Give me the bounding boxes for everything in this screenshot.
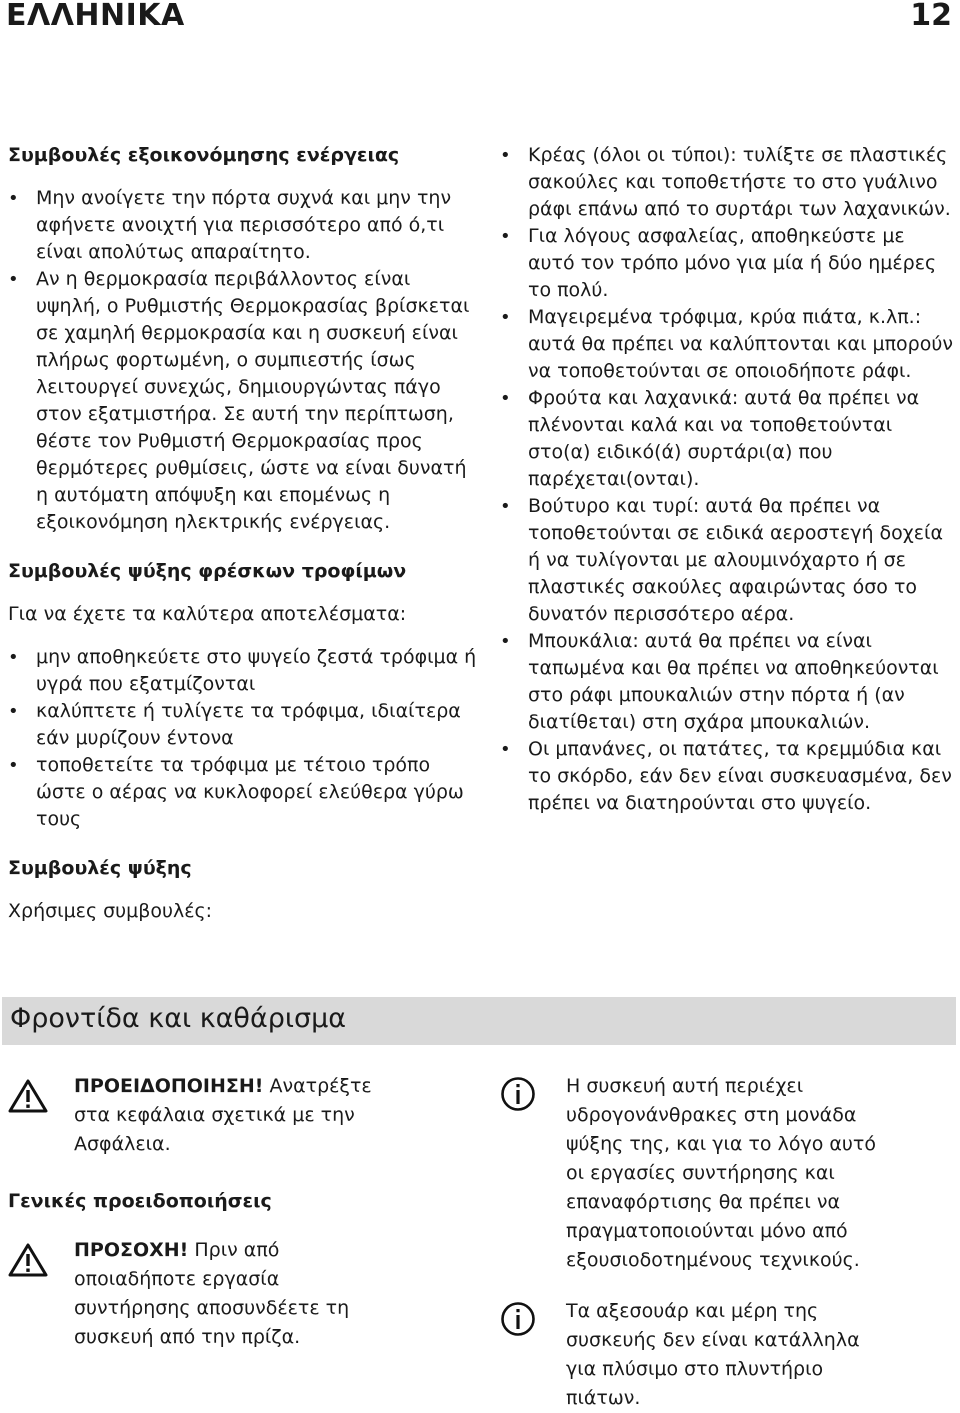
info-text: πιάτων. [566, 1387, 641, 1409]
general-warnings-title: Γενικές προειδοποιήσεις [8, 1190, 272, 1212]
list-item: • Φρούτα και λαχανικά: αυτά θα πρέπει να πλένονται καλά και να τοποθετούνται στο(α) ειδικό(ά) συρτάρι(α) που παρέχεται(ονται). [500, 385, 955, 493]
care-cleaning-banner [2, 997, 956, 1045]
fresh-food-intro: Για να έχετε τα καλύτερα αποτελέσματα: [8, 603, 407, 625]
info-circle-icon [500, 1076, 536, 1112]
info-text: επαναφόρτισης θα πρέπει να [566, 1191, 841, 1213]
energy-tips-title: Συμβουλές εξοικονόμησης ενέργειας [8, 144, 400, 166]
list-item: • Μπουκάλια: αυτά θα πρέπει να είναι ταπωμένα και θα πρέπει να αποθηκεύονται στο ράφι μπουκαλιών στην πόρτα ή (αν διατίθεται) στη σχάρα μπουκαλιών. [500, 628, 955, 736]
right-column [500, 142, 955, 817]
info-circle-icon [500, 1301, 536, 1337]
warning-label: ΠΡΟΕΙΔΟΠΟΙΗΣΗ! [74, 1075, 264, 1097]
language-heading: ΕΛΛΗΝΙΚΑ [6, 0, 185, 33]
page-header [0, 0, 960, 34]
cooling-tips-intro: Χρήσιμες συμβουλές: [8, 900, 213, 922]
care-cleaning-title: Φροντίδα και καθάρισμα [10, 1003, 347, 1034]
info-text: υδρογονάνθρακες στη μονάδα [566, 1104, 857, 1126]
warning-triangle-icon [8, 1078, 48, 1114]
list-item: • καλύπτετε ή τυλίγετε τα τρόφιμα, ιδιαίτερα εάν μυρίζουν έντονα [8, 698, 478, 752]
fresh-food-list [8, 644, 478, 833]
list-item: • Μαγειρεμένα τρόφιμα, κρύα πιάτα, κ.λπ.: αυτά θα πρέπει να καλύπτονται και μπορούν να τοποθετούνται σε οποιοδήποτε ράφι. [500, 304, 955, 385]
info-text: πραγματοποιούνται μόνο από [566, 1220, 848, 1242]
cooling-tips-title: Συμβουλές ψύξης [8, 857, 192, 879]
info-text: για πλύσιμο στο πλυντήριο [566, 1358, 824, 1380]
list-item: • μην αποθηκεύετε στο ψυγείο ζεστά τρόφιμα ή υγρά που εξατμίζονται [8, 644, 478, 698]
info-text: εξουσιοδοτημένους τεχνικούς. [566, 1249, 860, 1271]
list-item: • Για λόγους ασφαλείας, αποθηκεύστε με αυτό τον τρόπο μόνο για μία ή δύο ημέρες το πολύ. [500, 223, 955, 304]
caution-text: Πριν από [188, 1239, 280, 1261]
left-column [8, 142, 478, 925]
caution-text: συσκευή από την πρίζα. [74, 1326, 301, 1348]
energy-tips-list [8, 185, 478, 536]
info-text: Η συσκευή αυτή περιέχει [566, 1075, 804, 1097]
caution-label: ΠΡΟΣΟΧΗ! [74, 1239, 189, 1261]
list-item: • Βούτυρο και τυρί: αυτά θα πρέπει να τοποθετούνται σε ειδικά αεροστεγή δοχεία ή να τυλίγονται με αλουμινόχαρτο ή σε πλαστικές σακούλες αφαιρώντας όσο το δυνατόν περισσότερο αέρα. [500, 493, 955, 628]
list-item: • Οι μπανάνες, οι πατάτες, τα κρεμμύδια και το σκόρδο, εάν δεν είναι συσκευασμένα, δεν πρέπει να διατηρούνται στο ψυγείο. [500, 736, 955, 817]
list-item: • Αν η θερμοκρασία περιβάλλοντος είναι υψηλή, ο Ρυθμιστής Θερμοκρασίας βρίσκεται σε χαμηλή θερμοκρασία και η συσκευή είναι πλήρως φορτωμένη, ο συμπιεστής ίσως λειτουργεί συνεχώς, δημιουργώντας πάγο στον εξατμιστήρα. Σε αυτή την περίπτωση, θέστε τον Ρυθμιστή Θερμοκρασίας προς θερμότερες ρυθμίσεις, ώστε να είναι δυνατή η αυτόματη απόψυξη και επομένως η εξοικονόμηση ηλεκτρικής ενέργειας. [8, 266, 478, 536]
cooling-tips-list [500, 142, 955, 817]
info-text: ψύξης της, και για το λόγο αυτό [566, 1133, 876, 1155]
warning-triangle-icon [8, 1242, 48, 1278]
warning-text: Ανατρέξτε [263, 1075, 372, 1097]
caution-text: οποιαδήποτε εργασία [74, 1268, 280, 1290]
fresh-food-tips-title: Συμβουλές ψύξης φρέσκων τροφίμων [8, 560, 407, 582]
list-item: • Κρέας (όλοι οι τύποι): τυλίξτε σε πλαστικές σακούλες και τοποθετήστε το στο γυάλινο ράφι επάνω από το συρτάρι των λαχανικών. [500, 142, 955, 223]
warning-text: Ασφάλεια. [74, 1133, 171, 1155]
info-text: Τα αξεσουάρ και μέρη της [566, 1300, 819, 1322]
info-text: οι εργασίες συντήρησης και [566, 1162, 835, 1184]
info-text: συσκευής δεν είναι κατάλληλα [566, 1329, 860, 1351]
list-item: • Μην ανοίγετε την πόρτα συχνά και μην την αφήνετε ανοιχτή για περισσότερο από ό,τι είναι απολύτως απαραίτητο. [8, 185, 478, 266]
caution-text: συντήρησης αποσυνδέετε τη [74, 1297, 350, 1319]
list-item: • τοποθετείτε τα τρόφιμα με τέτοιο τρόπο ώστε ο αέρας να κυκλοφορεί ελεύθερα γύρω τους [8, 752, 478, 833]
warning-text: στα κεφάλαια σχετικά με την [74, 1104, 355, 1126]
page-number: 12 [910, 0, 952, 33]
